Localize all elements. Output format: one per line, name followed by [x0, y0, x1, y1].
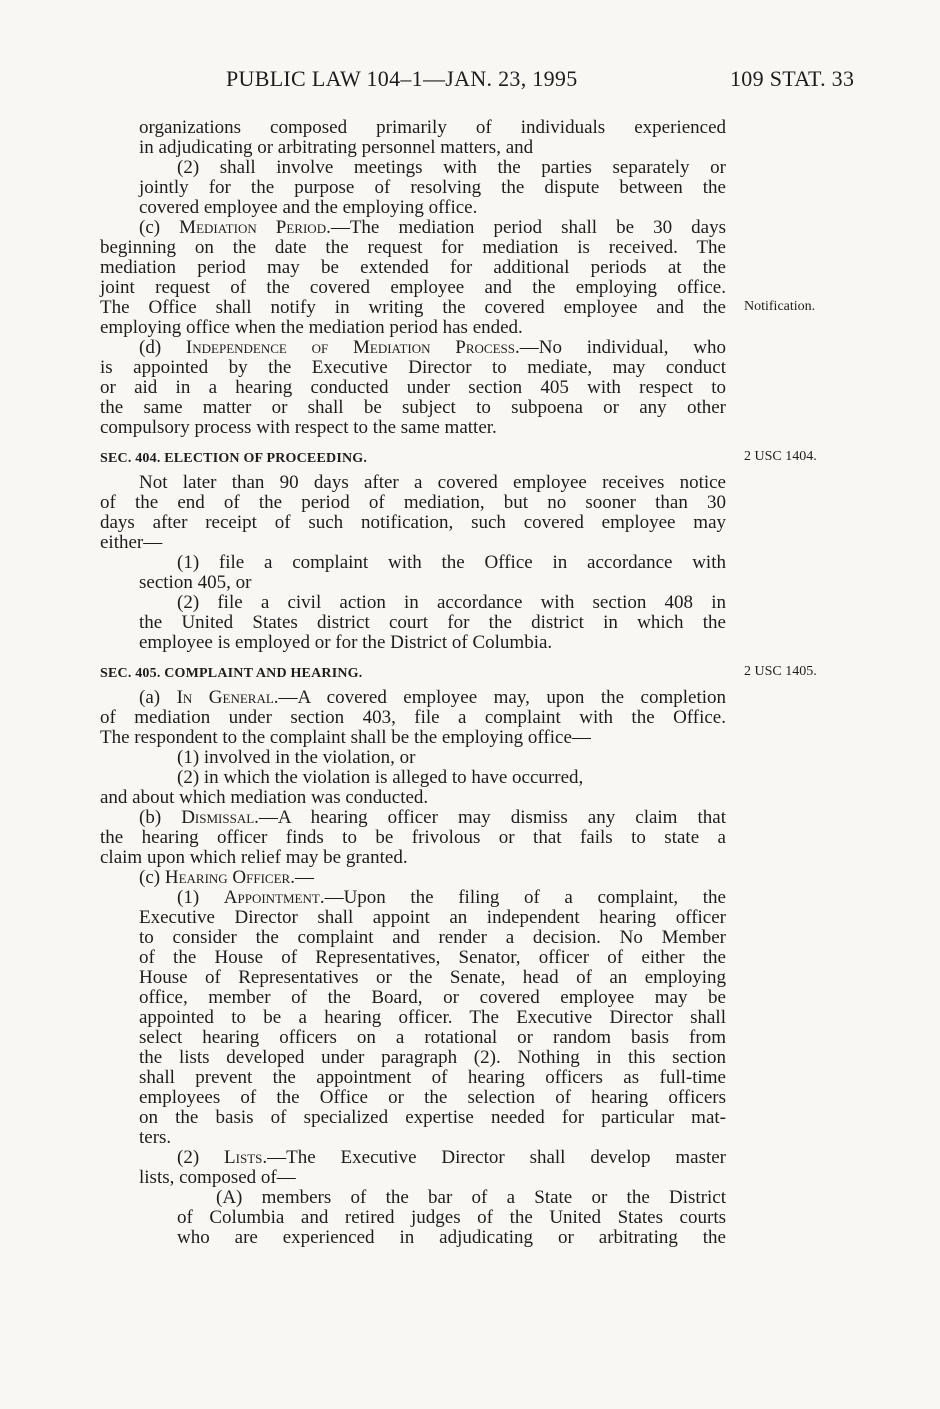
subsection-heading: In General — [176, 687, 274, 708]
paragraph-1-appointment — [177, 888, 726, 908]
running-header-title: PUBLIC LAW 104–1—JAN. 23, 1995 — [226, 66, 578, 91]
subsection-text: .— — [290, 867, 314, 888]
margin-note-usc-1405: 2 USC 1405. — [744, 664, 817, 679]
subsection-text: .—The mediation period shall be 30 days — [326, 217, 726, 238]
text-line: the hearing officer finds to be frivolous or that fails to state a — [100, 827, 726, 848]
text-line: joint request of the covered employee and the employing office. — [100, 277, 726, 298]
text-line: employee is employed or for the District of Columbia. — [139, 632, 553, 653]
text-line: either— — [100, 532, 163, 553]
paragraph-2-lists — [177, 1148, 726, 1168]
text-line: of Columbia and retired judges of the United States courts — [177, 1207, 726, 1228]
paragraph-text: .—Upon the filing of a complaint, the — [319, 887, 726, 908]
text-line: to consider the complaint and render a decision. No Member — [139, 927, 726, 948]
text-line: ters. — [139, 1127, 172, 1148]
text-line: (2) file a civil action in accordance with section 408 in — [177, 592, 726, 613]
subsection-marker: (b) — [139, 807, 182, 828]
text-line: in adjudicating or arbitrating personnel matters, and — [139, 137, 534, 158]
subsection-b-dismissal — [139, 808, 726, 828]
text-line: office, member of the Board, or covered employee may be — [139, 987, 726, 1008]
paragraph-text: .—The Executive Director shall develop master — [262, 1147, 727, 1168]
subsection-text: .—No individual, who — [515, 337, 727, 358]
text-line: (A) members of the bar of a State or the District — [216, 1187, 726, 1208]
paragraph-marker: (2) — [177, 1147, 225, 1168]
paragraph-heading: Lists — [224, 1147, 263, 1168]
text-line: of mediation under section 403, file a complaint with the Office. — [100, 707, 726, 728]
text-line: covered employee and the employing office. — [139, 197, 478, 218]
text-line: section 405, or — [139, 572, 252, 593]
text-line: of the House of Representatives, Senator, officer of either the — [139, 947, 726, 968]
text-line: beginning on the date the request for mediation is received. The — [100, 237, 726, 258]
text-line: days after receipt of such notification, such covered employee may — [100, 512, 726, 533]
text-line: compulsory process with respect to the same matter. — [100, 417, 497, 438]
paragraph-heading: Appointment — [223, 887, 320, 908]
text-line: House of Representatives or the Senate, head of an employing — [139, 967, 726, 988]
text-line: (2) in which the violation is alleged to have occurred, — [177, 767, 584, 788]
text-line: lists, composed of— — [139, 1167, 296, 1188]
text-line: Executive Director shall appoint an independent hearing officer — [139, 907, 726, 928]
text-line: appointed to be a hearing officer. The Executive Director shall — [139, 1007, 726, 1028]
subsection-text: .—A covered employee may, upon the completion — [273, 687, 727, 708]
subsection-heading: Dismissal — [181, 807, 255, 828]
text-line: and about which mediation was conducted. — [100, 787, 429, 808]
text-line: organizations composed primarily of individuals experienced — [139, 117, 726, 138]
section-405-heading: SEC. 405. COMPLAINT AND HEARING. — [100, 666, 363, 681]
text-line: the United States district court for the district in which the — [139, 612, 726, 633]
subsection-heading: Independence of Mediation Process — [185, 337, 515, 358]
text-line: The Office shall notify in writing the covered employee and the — [100, 297, 726, 318]
text-line: shall prevent the appointment of hearing officers as full-time — [139, 1067, 726, 1088]
text-line: claim upon which relief may be granted. — [100, 847, 408, 868]
text-line: the same matter or shall be subject to subpoena or any other — [100, 397, 726, 418]
text-line: is appointed by the Executive Director to mediate, may conduct — [100, 357, 726, 378]
text-line: The respondent to the complaint shall be the employing office— — [100, 727, 591, 748]
margin-note-usc-1404: 2 USC 1404. — [744, 449, 817, 464]
page-stat-number: 109 STAT. 33 — [730, 66, 855, 91]
subsection-c-mediation-period — [139, 218, 726, 238]
paragraph-marker: (1) — [177, 887, 224, 908]
text-line: on the basis of specialized expertise needed for particular mat- — [139, 1107, 726, 1128]
subsection-text: .—A hearing officer may dismiss any claim that — [254, 807, 726, 828]
subsection-d-independence — [139, 338, 726, 358]
text-line: Not later than 90 days after a covered employee receives notice — [139, 472, 726, 493]
subsection-marker: (d) — [139, 337, 186, 358]
subsection-c-hearing-officer — [139, 868, 726, 888]
margin-note-notification: Notification. — [744, 299, 816, 314]
subsection-heading: Hearing Officer — [164, 867, 291, 888]
text-line: the lists developed under paragraph (2). Nothing in this section — [139, 1047, 726, 1068]
text-line: or aid in a hearing conducted under section 405 with respect to — [100, 377, 726, 398]
text-line: who are experienced in adjudicating or arbitrating the — [177, 1227, 726, 1248]
subsection-a-in-general — [139, 688, 726, 708]
text-line: mediation period may be extended for additional periods at the — [100, 257, 726, 278]
text-line: employing office when the mediation period has ended. — [100, 317, 523, 338]
text-line: select hearing officers on a rotational or random basis from — [139, 1027, 726, 1048]
text-line: (1) file a complaint with the Office in accordance with — [177, 552, 726, 573]
text-line: employees of the Office or the selection of hearing officers — [139, 1087, 726, 1108]
subsection-marker: (c) — [139, 867, 165, 888]
subsection-marker: (a) — [139, 687, 177, 708]
text-line: jointly for the purpose of resolving the dispute between the — [139, 177, 726, 198]
subsection-heading: Mediation Period — [179, 217, 327, 238]
text-line: (1) involved in the violation, or — [177, 747, 416, 768]
subsection-marker: (c) — [139, 217, 180, 238]
section-404-heading: SEC. 404. ELECTION OF PROCEEDING. — [100, 451, 368, 466]
text-line: (2) shall involve meetings with the parties separately or — [177, 157, 726, 178]
text-line: of the end of the period of mediation, but no sooner than 30 — [100, 492, 726, 513]
